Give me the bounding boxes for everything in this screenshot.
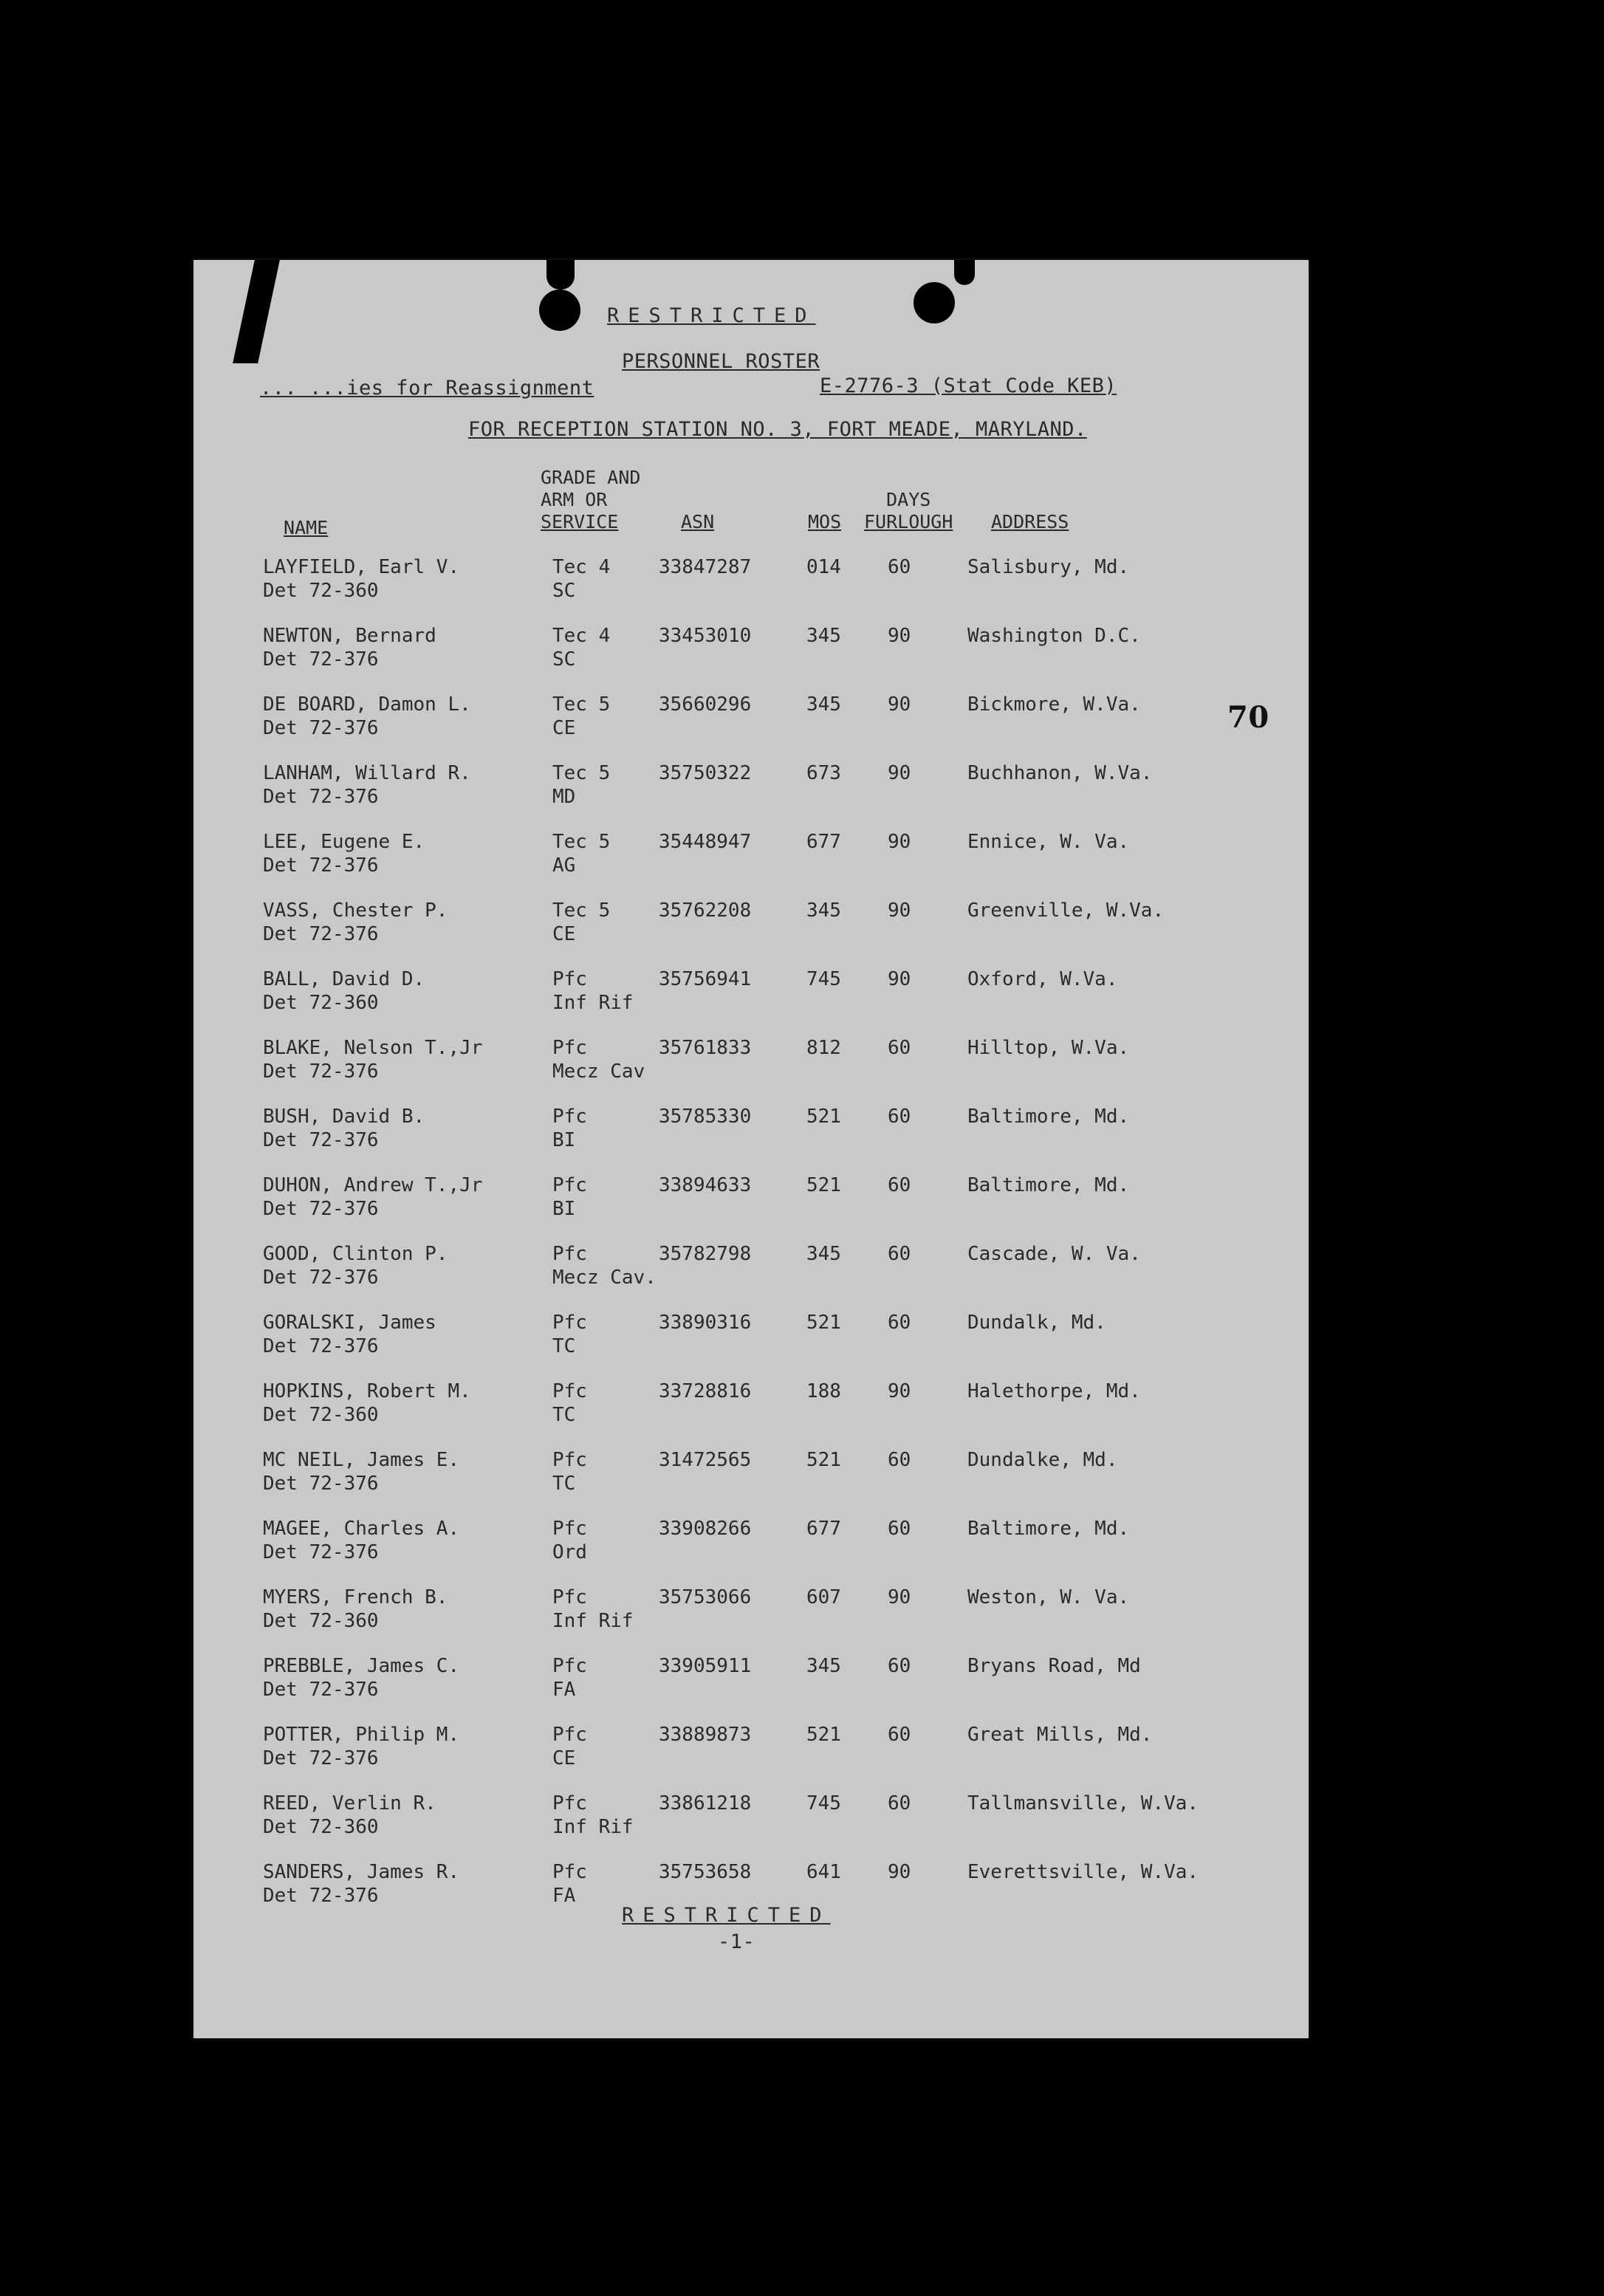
cell-days: 60 <box>888 1518 911 1540</box>
cell-asn: 33861218 <box>659 1792 752 1814</box>
cell-asn: 33905911 <box>659 1655 752 1677</box>
cell-arm: CE <box>552 717 576 739</box>
cell-days: 60 <box>888 1312 911 1334</box>
cell-mos: 345 <box>806 1655 841 1677</box>
cell-address: Greenville, W.Va. <box>967 899 1165 922</box>
cell-arm: TC <box>552 1404 576 1426</box>
cell-days: 60 <box>888 1792 911 1814</box>
cell-arm: CE <box>552 923 576 945</box>
cell-name: MYERS, French B. <box>263 1586 448 1608</box>
cell-address: Baltimore, Md. <box>967 1174 1130 1196</box>
cell-grade: Tec 5 <box>552 762 611 784</box>
cell-mos: 345 <box>806 1243 841 1265</box>
cell-name: NEWTON, Bernard <box>263 625 436 647</box>
cell-mos: 345 <box>806 899 841 922</box>
cell-det: Det 72-376 <box>263 854 379 877</box>
cell-name: BLAKE, Nelson T.,Jr <box>263 1037 483 1059</box>
cell-name: SANDERS, James R. <box>263 1861 460 1883</box>
cell-grade: Pfc <box>552 1106 587 1128</box>
cell-name: MC NEIL, James E. <box>263 1449 460 1471</box>
cell-address: Cascade, W. Va. <box>967 1243 1141 1265</box>
cell-det: Det 72-360 <box>263 1610 379 1632</box>
cell-det: Det 72-376 <box>263 786 379 808</box>
cell-mos: 745 <box>806 1792 841 1814</box>
cell-days: 60 <box>888 1655 911 1677</box>
cell-grade: Pfc <box>552 1586 587 1608</box>
table-row <box>193 1105 1309 1173</box>
table-row <box>193 1517 1309 1585</box>
cell-days: 60 <box>888 1106 911 1128</box>
cell-name: MAGEE, Charles A. <box>263 1518 460 1540</box>
cell-asn: 35753066 <box>659 1586 752 1608</box>
table-row <box>193 899 1309 967</box>
cell-mos: 641 <box>806 1861 841 1883</box>
cell-mos: 673 <box>806 762 841 784</box>
cell-mos: 812 <box>806 1037 841 1059</box>
cell-grade: Pfc <box>552 1518 587 1540</box>
cell-days: 90 <box>888 1861 911 1883</box>
cell-det: Det 72-360 <box>263 580 379 602</box>
cell-address: Dundalk, Md. <box>967 1312 1106 1334</box>
cell-det: Det 72-376 <box>263 1335 379 1357</box>
cell-address: Baltimore, Md. <box>967 1518 1130 1540</box>
cell-grade: Tec 5 <box>552 693 611 716</box>
cell-address: Everettsville, W.Va. <box>967 1861 1199 1883</box>
cell-arm: BI <box>552 1129 576 1151</box>
torn-edge-right <box>954 260 975 285</box>
table-row <box>193 1036 1309 1104</box>
punch-hole-right <box>914 282 955 323</box>
col-header-mos: MOS <box>808 511 842 532</box>
cell-address: Ennice, W. Va. <box>967 831 1130 853</box>
cell-name: HOPKINS, Robert M. <box>263 1380 471 1402</box>
cell-address: Dundalke, Md. <box>967 1449 1118 1471</box>
cell-mos: 521 <box>806 1174 841 1196</box>
col-header-days <box>864 489 953 533</box>
cell-arm: Mecz Cav <box>552 1060 645 1083</box>
cell-det: Det 72-376 <box>263 1267 379 1289</box>
restricted-footer: RESTRICTED <box>622 1904 831 1927</box>
cell-name: PREBBLE, James C. <box>263 1655 460 1677</box>
cell-det: Det 72-376 <box>263 1198 379 1220</box>
col-header-grade <box>541 467 640 533</box>
cell-mos: 521 <box>806 1449 841 1471</box>
col-header-grade-l2: ARM OR <box>541 489 608 510</box>
cell-asn: 35750322 <box>659 762 752 784</box>
col-header-address: ADDRESS <box>991 511 1069 532</box>
table-row <box>193 1173 1309 1241</box>
cell-asn: 35761833 <box>659 1037 752 1059</box>
cell-name: GOOD, Clinton P. <box>263 1243 448 1265</box>
cell-grade: Tec 5 <box>552 899 611 922</box>
cell-mos: 677 <box>806 831 841 853</box>
cell-asn: 33728816 <box>659 1380 752 1402</box>
page-number: -1- <box>718 1930 755 1953</box>
cell-arm: FA <box>552 1679 576 1701</box>
cell-asn: 35660296 <box>659 693 752 716</box>
cell-grade: Pfc <box>552 1724 587 1746</box>
cell-days: 60 <box>888 1037 911 1059</box>
cell-days: 90 <box>888 1586 911 1608</box>
cell-grade: Pfc <box>552 1861 587 1883</box>
cell-arm: Inf Rif <box>552 1816 634 1838</box>
reassignment-line: ... ...ies for Reassignment <box>260 377 594 400</box>
station-line: FOR RECEPTION STATION NO. 3, FORT MEADE, MARYLAND. <box>468 418 1087 441</box>
table-row <box>193 1723 1309 1791</box>
cell-arm: Inf Rif <box>552 1610 634 1632</box>
cell-address: Oxford, W.Va. <box>967 968 1118 990</box>
cell-asn: 35448947 <box>659 831 752 853</box>
cell-days: 90 <box>888 693 911 716</box>
col-header-days-l1: DAYS <box>886 489 931 510</box>
cell-name: DUHON, Andrew T.,Jr <box>263 1174 483 1196</box>
cell-grade: Pfc <box>552 1174 587 1196</box>
cell-address: Salisbury, Md. <box>967 556 1130 578</box>
table-row <box>193 1792 1309 1860</box>
cell-asn: 35756941 <box>659 968 752 990</box>
table-row <box>193 624 1309 692</box>
col-header-grade-l3: SERVICE <box>541 511 619 532</box>
cell-mos: 521 <box>806 1106 841 1128</box>
cell-det: Det 72-376 <box>263 648 379 671</box>
table-row <box>193 1242 1309 1310</box>
cell-mos: 345 <box>806 693 841 716</box>
cell-name: LAYFIELD, Earl V. <box>263 556 460 578</box>
cell-name: LEE, Eugene E. <box>263 831 425 853</box>
table-row <box>193 1654 1309 1722</box>
cell-address: Bickmore, W.Va. <box>967 693 1141 716</box>
cell-grade: Pfc <box>552 968 587 990</box>
cell-name: LANHAM, Willard R. <box>263 762 471 784</box>
cell-arm: FA <box>552 1885 576 1907</box>
cell-days: 60 <box>888 1174 911 1196</box>
cell-det: Det 72-360 <box>263 992 379 1014</box>
table-row <box>193 1311 1309 1379</box>
table-row <box>193 1448 1309 1516</box>
cell-mos: 677 <box>806 1518 841 1540</box>
table-row <box>193 761 1309 829</box>
cell-grade: Pfc <box>552 1655 587 1677</box>
cell-arm: SC <box>552 580 576 602</box>
cell-asn: 35753658 <box>659 1861 752 1883</box>
cell-mos: 607 <box>806 1586 841 1608</box>
cell-det: Det 72-360 <box>263 1816 379 1838</box>
torn-corner <box>233 260 280 363</box>
cell-asn: 33889873 <box>659 1724 752 1746</box>
cell-address: Great Mills, Md. <box>967 1724 1153 1746</box>
table-row <box>193 967 1309 1035</box>
cell-det: Det 72-376 <box>263 717 379 739</box>
stamp-number: 70 <box>1227 700 1269 735</box>
cell-mos: 014 <box>806 556 841 578</box>
table-row <box>193 1586 1309 1654</box>
cell-arm: Inf Rif <box>552 992 634 1014</box>
cell-days: 60 <box>888 1243 911 1265</box>
punch-hole-left <box>539 289 580 331</box>
cell-mos: 521 <box>806 1312 841 1334</box>
cell-name: BALL, David D. <box>263 968 425 990</box>
cell-arm: Ord <box>552 1541 587 1563</box>
table-row <box>193 1380 1309 1447</box>
cell-det: Det 72-376 <box>263 1679 379 1701</box>
cell-asn: 35762208 <box>659 899 752 922</box>
cell-days: 90 <box>888 968 911 990</box>
cell-arm: MD <box>552 786 576 808</box>
cell-days: 60 <box>888 1449 911 1471</box>
cell-name: BUSH, David B. <box>263 1106 425 1128</box>
col-header-days-l2: FURLOUGH <box>864 511 953 532</box>
cell-asn: 33894633 <box>659 1174 752 1196</box>
cell-address: Bryans Road, Md <box>967 1655 1141 1677</box>
cell-days: 60 <box>888 556 911 578</box>
cell-days: 90 <box>888 762 911 784</box>
cell-arm: TC <box>552 1335 576 1357</box>
cell-asn: 33453010 <box>659 625 752 647</box>
cell-asn: 35782798 <box>659 1243 752 1265</box>
cell-grade: Tec 4 <box>552 556 611 578</box>
cell-grade: Pfc <box>552 1312 587 1334</box>
cell-grade: Tec 4 <box>552 625 611 647</box>
cell-det: Det 72-376 <box>263 1747 379 1769</box>
cell-grade: Pfc <box>552 1380 587 1402</box>
cell-name: DE BOARD, Damon L. <box>263 693 471 716</box>
cell-asn: 33908266 <box>659 1518 752 1540</box>
cell-days: 90 <box>888 1380 911 1402</box>
cell-name: VASS, Chester P. <box>263 899 448 922</box>
cell-days: 60 <box>888 1724 911 1746</box>
col-header-name: NAME <box>284 517 329 538</box>
cell-address: Tallmansville, W.Va. <box>967 1792 1199 1814</box>
cell-address: Halethorpe, Md. <box>967 1380 1141 1402</box>
cell-asn: 31472565 <box>659 1449 752 1471</box>
cell-days: 90 <box>888 899 911 922</box>
roster-title: PERSONNEL ROSTER <box>622 350 820 373</box>
cell-address: Weston, W. Va. <box>967 1586 1130 1608</box>
col-header-grade-l1: GRADE AND <box>541 467 641 488</box>
cell-asn: 33847287 <box>659 556 752 578</box>
cell-det: Det 72-376 <box>263 1885 379 1907</box>
cell-grade: Tec 5 <box>552 831 611 853</box>
order-number: E-2776-3 (Stat Code KEB) <box>820 374 1117 397</box>
cell-arm: TC <box>552 1473 576 1495</box>
cell-arm: BI <box>552 1198 576 1220</box>
cell-address: Baltimore, Md. <box>967 1106 1130 1128</box>
cell-name: POTTER, Philip M. <box>263 1724 460 1746</box>
cell-arm: AG <box>552 854 576 877</box>
cell-det: Det 72-360 <box>263 1404 379 1426</box>
col-header-asn: ASN <box>681 511 715 532</box>
cell-mos: 345 <box>806 625 841 647</box>
cell-det: Det 72-376 <box>263 1473 379 1495</box>
cell-asn: 35785330 <box>659 1106 752 1128</box>
cell-days: 90 <box>888 625 911 647</box>
cell-mos: 188 <box>806 1380 841 1402</box>
cell-det: Det 72-376 <box>263 1541 379 1563</box>
cell-asn: 33890316 <box>659 1312 752 1334</box>
cell-arm: CE <box>552 1747 576 1769</box>
cell-days: 90 <box>888 831 911 853</box>
table-row <box>193 830 1309 898</box>
table-row <box>193 555 1309 623</box>
cell-det: Det 72-376 <box>263 1060 379 1083</box>
cell-mos: 745 <box>806 968 841 990</box>
document-page <box>193 260 1309 2038</box>
cell-det: Det 72-376 <box>263 1129 379 1151</box>
cell-det: Det 72-376 <box>263 923 379 945</box>
cell-address: Buchhanon, W.Va. <box>967 762 1153 784</box>
restricted-header: RESTRICTED <box>607 304 816 327</box>
cell-name: GORALSKI, James <box>263 1312 436 1334</box>
cell-grade: Pfc <box>552 1449 587 1471</box>
torn-edge-left <box>546 260 575 289</box>
cell-grade: Pfc <box>552 1243 587 1265</box>
cell-address: Washington D.C. <box>967 625 1141 647</box>
cell-name: REED, Verlin R. <box>263 1792 436 1814</box>
cell-arm: Mecz Cav. <box>552 1267 657 1289</box>
cell-grade: Pfc <box>552 1792 587 1814</box>
table-row <box>193 693 1309 761</box>
cell-grade: Pfc <box>552 1037 587 1059</box>
cell-arm: SC <box>552 648 576 671</box>
cell-address: Hilltop, W.Va. <box>967 1037 1130 1059</box>
cell-mos: 521 <box>806 1724 841 1746</box>
